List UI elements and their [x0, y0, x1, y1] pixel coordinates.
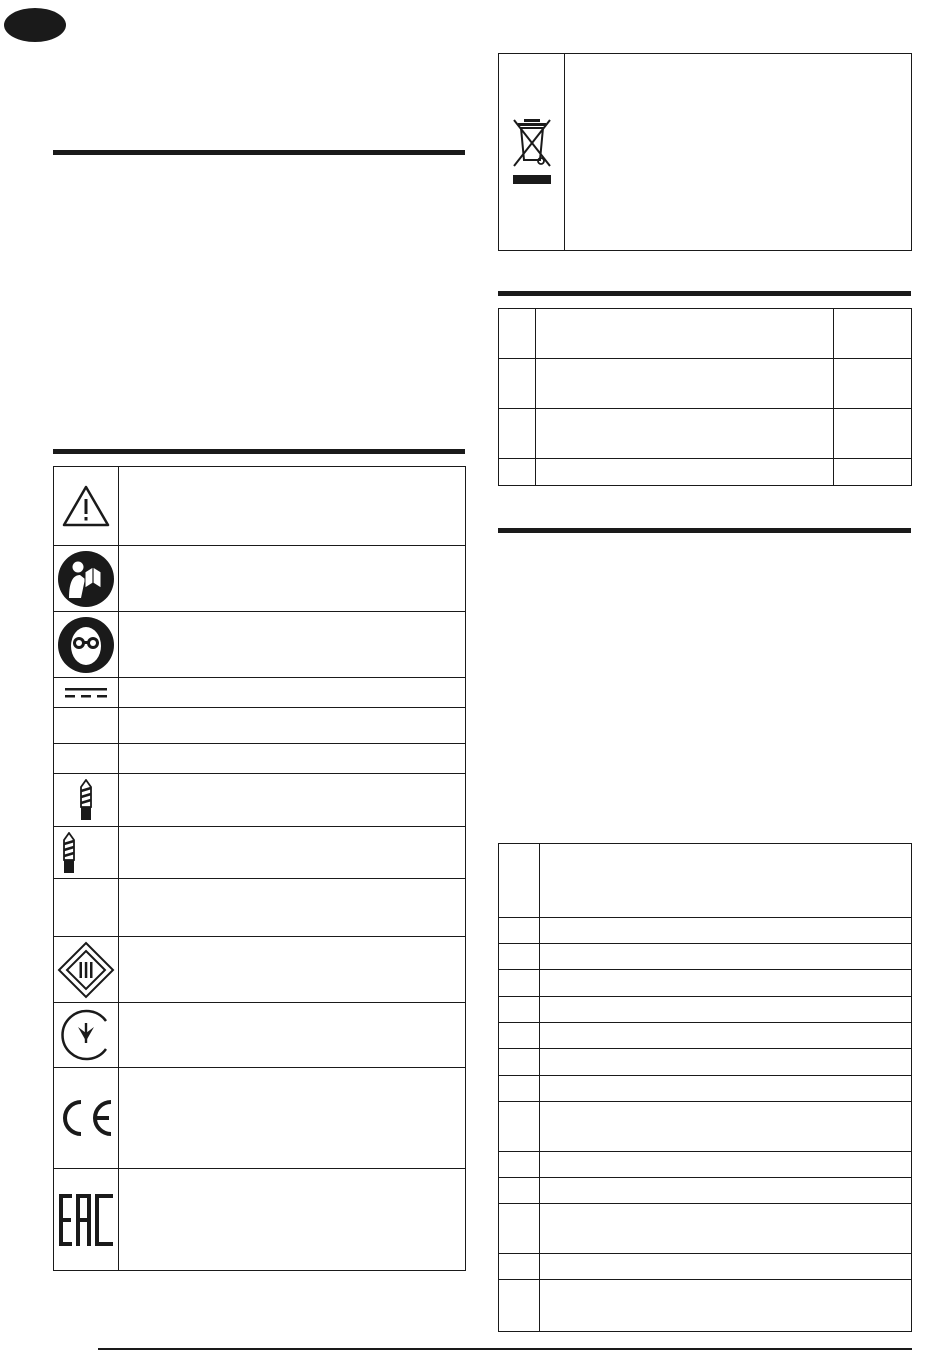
part-description: [540, 1152, 912, 1178]
table-row: [54, 1169, 466, 1271]
spec-value: [834, 409, 912, 459]
symbol-description: [119, 879, 466, 937]
table-row: [499, 409, 912, 459]
section-rule-specs: [498, 291, 911, 296]
part-description: [540, 1023, 912, 1049]
table-row: [499, 1254, 912, 1280]
symbol-cell: [54, 937, 119, 1003]
table-row: [54, 678, 466, 708]
table-row: [54, 1003, 466, 1068]
footer-rule: [98, 1348, 912, 1350]
symbol-description: [119, 467, 466, 546]
part-description: [540, 970, 912, 997]
ukrainian-conformity-mark-icon: [56, 1005, 116, 1065]
part-description: [540, 1102, 912, 1152]
direct-current-icon: [64, 685, 108, 701]
table-row: [499, 309, 912, 359]
table-row: [54, 827, 466, 879]
read-manual-icon: [57, 550, 115, 608]
section-rule-symbols: [53, 449, 465, 454]
symbol-cell: [54, 546, 119, 612]
table-row: [54, 546, 466, 612]
table-row: [499, 918, 912, 944]
table-row: [499, 970, 912, 997]
protection-class-iii-icon: [56, 940, 116, 1000]
table-row: [499, 944, 912, 970]
table-row: [54, 1068, 466, 1169]
symbol-cell: [54, 1169, 119, 1271]
part-description: [540, 1254, 912, 1280]
table-row: [499, 844, 912, 918]
drill-bit-icon: [79, 779, 93, 821]
warning-triangle-icon: [61, 484, 111, 528]
spec-value: [834, 309, 912, 359]
symbol-description: [119, 1003, 466, 1068]
symbol-cell: [54, 612, 119, 678]
table-row: [54, 612, 466, 678]
disposal-text: [565, 54, 912, 251]
table-row: [499, 1178, 912, 1204]
eac-mark-icon: [57, 1193, 115, 1247]
part-description: [540, 918, 912, 944]
part-description: [540, 1178, 912, 1204]
spec-label: [536, 459, 834, 486]
table-row: [499, 1102, 912, 1152]
symbol-cell: [54, 1068, 119, 1169]
symbol-description: [119, 546, 466, 612]
symbol-cell: [54, 708, 119, 744]
spec-label: [536, 309, 834, 359]
symbol-description: [119, 1068, 466, 1169]
language-badge: [4, 8, 66, 42]
spec-value: [834, 459, 912, 486]
symbol-description: [119, 678, 466, 708]
table-row: [54, 467, 466, 546]
ce-mark-icon: [57, 1098, 115, 1138]
symbol-cell: [499, 54, 565, 251]
symbol-description: [119, 827, 466, 879]
part-description: [540, 944, 912, 970]
spec-table: [498, 308, 912, 486]
disposal-box: [498, 53, 912, 251]
safety-goggles-icon: [57, 616, 115, 674]
symbol-cell: [54, 744, 119, 774]
symbol-cell: [54, 1003, 119, 1068]
symbol-description: [119, 774, 466, 827]
spec-label: [536, 359, 834, 409]
table-row: [54, 744, 466, 774]
symbol-description: [119, 612, 466, 678]
part-description: [540, 1280, 912, 1332]
table-row: [54, 708, 466, 744]
table-row: [499, 1204, 912, 1254]
part-description: [540, 1049, 912, 1076]
symbol-description: [119, 708, 466, 744]
section-rule-description: [498, 528, 911, 533]
table-row: [499, 459, 912, 486]
table-row: [54, 774, 466, 827]
table-row: [499, 1076, 912, 1102]
table-row: [499, 1280, 912, 1332]
table-row: [499, 1152, 912, 1178]
part-description: [540, 1204, 912, 1254]
part-description: [540, 844, 912, 918]
table-row: [499, 1023, 912, 1049]
crossed-out-wheelie-bin-icon: [510, 116, 554, 188]
spec-value: [834, 359, 912, 409]
table-row: [499, 359, 912, 409]
table-row: [54, 937, 466, 1003]
table-row: [499, 997, 912, 1023]
symbol-description: [119, 1169, 466, 1271]
spec-label: [536, 409, 834, 459]
section-rule-intro: [53, 150, 465, 155]
table-row: [499, 1049, 912, 1076]
symbol-cell: [54, 879, 119, 937]
symbols-table: [53, 466, 466, 1271]
table-row: [499, 54, 912, 251]
part-description: [540, 997, 912, 1023]
drill-bit-hammer-icon: [62, 832, 76, 874]
part-description: [540, 1076, 912, 1102]
table-row: [54, 879, 466, 937]
parts-table: [498, 843, 912, 1332]
symbol-cell: [54, 678, 119, 708]
symbol-description: [119, 744, 466, 774]
symbol-cell: [54, 774, 119, 827]
symbol-cell: [54, 827, 119, 879]
symbol-description: [119, 937, 466, 1003]
symbol-cell: [54, 467, 119, 546]
